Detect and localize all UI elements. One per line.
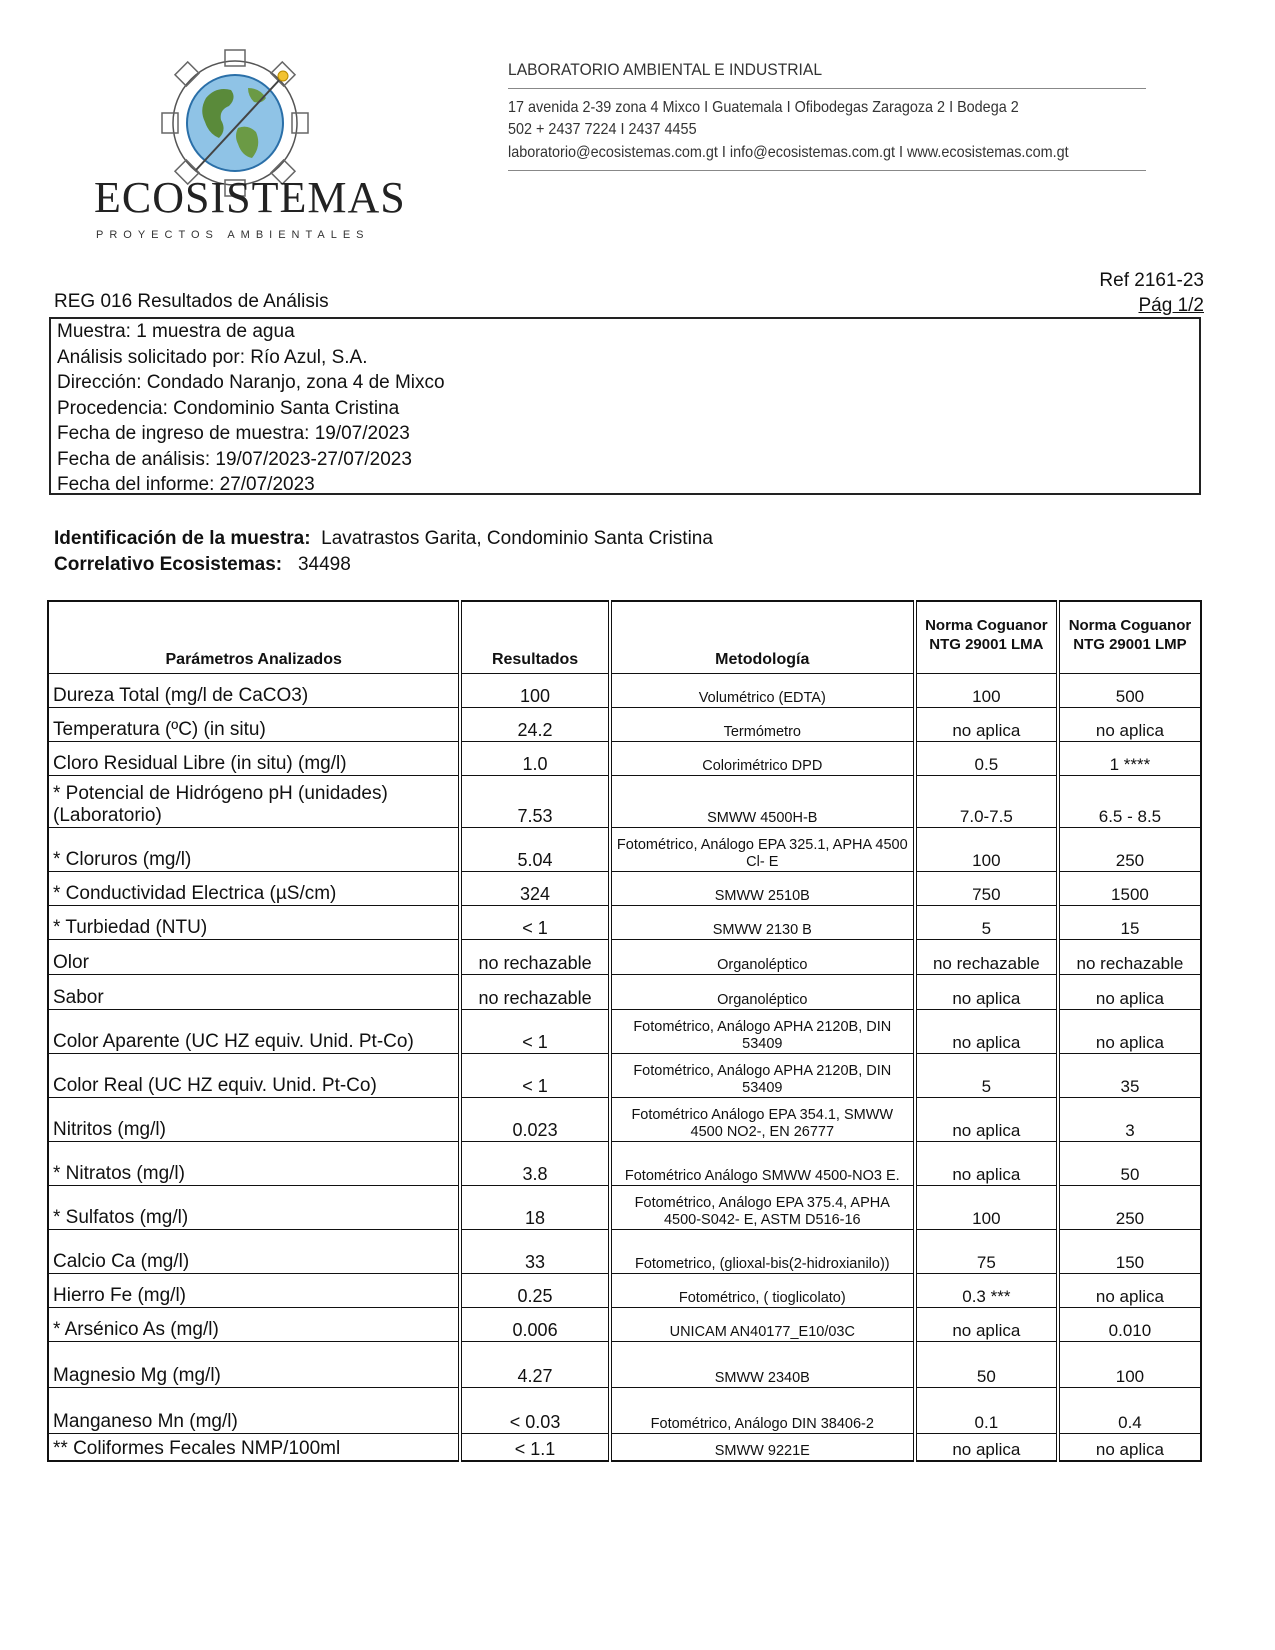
header-divider [508, 88, 1146, 89]
report-title: REG 016 Resultados de Análisis [54, 291, 329, 312]
lmp-cell: 500 [1058, 673, 1201, 707]
table-row [48, 1229, 1201, 1273]
result-cell: < 1.1 [460, 1433, 609, 1461]
lmp-cell: 6.5 - 8.5 [1058, 775, 1201, 827]
table-row [48, 1273, 1201, 1307]
table-header-row [48, 601, 1201, 673]
table-row [48, 1341, 1201, 1387]
table-row [48, 905, 1201, 939]
parameter-cell: * Cloruros (mg/l) [48, 827, 460, 871]
result-cell: 4.27 [460, 1341, 609, 1387]
parameter-cell: Color Real (UC HZ equiv. Unid. Pt-Co) [48, 1053, 460, 1097]
parameter-cell: Dureza Total (mg/l de CaCO3) [48, 673, 460, 707]
result-cell: 24.2 [460, 707, 609, 741]
methodology-cell: Colorimétrico DPD [610, 741, 915, 775]
result-cell: < 1 [460, 1053, 609, 1097]
table-row [48, 1307, 1201, 1341]
lmp-cell: no aplica [1058, 974, 1201, 1009]
table-row [48, 1433, 1201, 1461]
parameter-cell: * Turbiedad (NTU) [48, 905, 460, 939]
ident-label: Identificación de la muestra: [54, 528, 311, 549]
table-row [48, 741, 1201, 775]
methodology-cell: Fotométrico Análogo SMWW 4500-NO3 E. [610, 1141, 915, 1185]
table-row [48, 1009, 1201, 1053]
lma-cell: 100 [915, 827, 1058, 871]
logo-wordmark: ECOSISTEMAS [94, 173, 406, 222]
header-parameters: Parámetros Analizados [48, 601, 460, 673]
methodology-cell: Fotometrico, (glioxal-bis(2-hidroxianilo)) [610, 1229, 915, 1273]
lmp-cell: 1500 [1058, 871, 1201, 905]
lmp-cell: 250 [1058, 1185, 1201, 1229]
result-cell: 1.0 [460, 741, 609, 775]
info-address: Dirección: Condado Naranjo, zona 4 de Mixco [57, 372, 445, 393]
lab-emails: laboratorio@ecosistemas.com.gt I info@ecosistemas.com.gt I www.ecosistemas.com.gt [508, 144, 1069, 161]
results-body [48, 673, 1201, 1461]
result-cell: < 1 [460, 1009, 609, 1053]
info-analysis-date: Fecha de análisis: 19/07/2023-27/07/2023 [57, 448, 412, 470]
correlative-value: 34498 [297, 554, 351, 575]
table-row [48, 1097, 1201, 1141]
methodology-cell: Fotométrico, Análogo DIN 38406-2 [610, 1387, 915, 1433]
sample-info-box [49, 317, 1201, 495]
parameter-cell: Nitritos (mg/l) [48, 1097, 460, 1141]
lma-cell: 50 [915, 1341, 1058, 1387]
header-divider [508, 170, 1146, 171]
table-row [48, 1185, 1201, 1229]
lma-cell: no aplica [915, 1009, 1058, 1053]
table-row [48, 939, 1201, 974]
parameter-cell: * Arsénico As (mg/l) [48, 1307, 460, 1341]
lma-cell: 0.1 [915, 1387, 1058, 1433]
lma-cell: 0.5 [915, 741, 1058, 775]
result-cell: 100 [460, 673, 609, 707]
info-intake-date: Fecha de ingreso de muestra: 19/07/2023 [57, 423, 410, 444]
lma-cell: 750 [915, 871, 1058, 905]
lmp-cell: no rechazable [1058, 939, 1201, 974]
result-cell: 0.023 [460, 1097, 609, 1141]
lmp-cell: 15 [1058, 905, 1201, 939]
lmp-cell: 35 [1058, 1053, 1201, 1097]
lmp-cell: no aplica [1058, 1273, 1201, 1307]
header-lma: Norma Coguanor NTG 29001 LMA [915, 601, 1058, 673]
result-cell: no rechazable [460, 974, 609, 1009]
sample-identification [54, 526, 713, 578]
methodology-cell: Fotométrico, Análogo EPA 325.1, APHA 4500 Cl- E [610, 827, 915, 871]
methodology-cell: Organoléptico [610, 939, 915, 974]
methodology-cell: Termómetro [610, 707, 915, 741]
lmp-cell: no aplica [1058, 707, 1201, 741]
methodology-cell: Fotométrico, Análogo APHA 2120B, DIN 53409 [610, 1009, 915, 1053]
lma-cell: 5 [915, 1053, 1058, 1097]
methodology-cell: Fotométrico, Análogo EPA 375.4, APHA 4500-S042- E, ASTM D516-16 [610, 1185, 915, 1229]
parameter-cell: * Conductividad Electrica (µS/cm) [48, 871, 460, 905]
methodology-cell: Fotométrico Análogo EPA 354.1, SMWW 4500 NO2-, EN 26777 [610, 1097, 915, 1141]
result-cell: 5.04 [460, 827, 609, 871]
lma-cell: 100 [915, 673, 1058, 707]
parameter-cell: Calcio Ca (mg/l) [48, 1229, 460, 1273]
lma-cell: no aplica [915, 707, 1058, 741]
table-row [48, 974, 1201, 1009]
header-lmp: Norma Coguanor NTG 29001 LMP [1058, 601, 1201, 673]
methodology-cell: SMWW 2130 B [610, 905, 915, 939]
lmp-cell: 1 **** [1058, 741, 1201, 775]
parameter-cell: Olor [48, 939, 460, 974]
methodology-cell: SMWW 2510B [610, 871, 915, 905]
info-report-date: Fecha del informe: 27/07/2023 [57, 474, 315, 495]
methodology-cell: SMWW 2340B [610, 1341, 915, 1387]
header-results: Resultados [460, 601, 609, 673]
table-row [48, 673, 1201, 707]
header-methodology: Metodología [610, 601, 915, 673]
methodology-cell: Volumétrico (EDTA) [610, 673, 915, 707]
methodology-cell: Organoléptico [610, 974, 915, 1009]
parameter-cell: Manganeso Mn (mg/l) [48, 1387, 460, 1433]
parameter-cell: * Sulfatos (mg/l) [48, 1185, 460, 1229]
parameter-cell: Sabor [48, 974, 460, 1009]
page-number: Pág 1/2 [1138, 295, 1204, 316]
result-cell: < 0.03 [460, 1387, 609, 1433]
parameter-cell: ** Coliformes Fecales NMP/100ml [48, 1433, 460, 1461]
lmp-cell: 3 [1058, 1097, 1201, 1141]
methodology-cell: UNICAM AN40177_E10/03C [610, 1307, 915, 1341]
parameter-cell: Hierro Fe (mg/l) [48, 1273, 460, 1307]
table-row [48, 871, 1201, 905]
result-cell: 18 [460, 1185, 609, 1229]
lma-cell: 5 [915, 905, 1058, 939]
info-sample: Muestra: 1 muestra de agua [57, 321, 295, 342]
parameter-cell: Magnesio Mg (mg/l) [48, 1341, 460, 1387]
logo-subtitle: PROYECTOS AMBIENTALES [96, 229, 370, 241]
info-requested-by: Análisis solicitado por: Río Azul, S.A. [57, 346, 368, 368]
table-row [48, 707, 1201, 741]
report-reference: Ref 2161-23 [1099, 270, 1204, 291]
result-cell: 324 [460, 871, 609, 905]
methodology-cell: Fotométrico, ( tioglicolato) [610, 1273, 915, 1307]
lmp-cell: 100 [1058, 1341, 1201, 1387]
table-row [48, 1053, 1201, 1097]
table-row [48, 775, 1201, 827]
lmp-cell: 150 [1058, 1229, 1201, 1273]
result-cell: no rechazable [460, 939, 609, 974]
result-cell: 7.53 [460, 775, 609, 827]
table-row [48, 827, 1201, 871]
lma-cell: no aplica [915, 1433, 1058, 1461]
lma-cell: no aplica [915, 1307, 1058, 1341]
lmp-cell: no aplica [1058, 1433, 1201, 1461]
lmp-cell: 0.4 [1058, 1387, 1201, 1433]
result-cell: < 1 [460, 905, 609, 939]
lma-cell: no aplica [915, 974, 1058, 1009]
lmp-cell: 50 [1058, 1141, 1201, 1185]
result-cell: 0.006 [460, 1307, 609, 1341]
lab-address: 17 avenida 2-39 zona 4 Mixco I Guatemala I Ofibodegas Zaragoza 2 I Bodega 2 [508, 99, 1019, 116]
parameter-cell: Temperatura (ºC) (in situ) [48, 707, 460, 741]
lma-cell: 0.3 *** [915, 1273, 1058, 1307]
lma-cell: no aplica [915, 1097, 1058, 1141]
lma-cell: 75 [915, 1229, 1058, 1273]
parameter-cell: Color Aparente (UC HZ equiv. Unid. Pt-Co) [48, 1009, 460, 1053]
results-table [47, 600, 1202, 1462]
lmp-cell: 250 [1058, 827, 1201, 871]
lma-cell: 100 [915, 1185, 1058, 1229]
result-cell: 33 [460, 1229, 609, 1273]
parameter-cell: * Potencial de Hidrógeno pH (unidades) (Laboratorio) [48, 775, 460, 827]
table-row [48, 1387, 1201, 1433]
methodology-cell: SMWW 9221E [610, 1433, 915, 1461]
lab-phones: 502 + 2437 7224 I 2437 4455 [508, 121, 697, 138]
lma-cell: 7.0-7.5 [915, 775, 1058, 827]
lab-name: LABORATORIO AMBIENTAL E INDUSTRIAL [508, 60, 823, 79]
lma-cell: no aplica [915, 1141, 1058, 1185]
methodology-cell: Fotométrico, Análogo APHA 2120B, DIN 53409 [610, 1053, 915, 1097]
table-row [48, 1141, 1201, 1185]
result-cell: 3.8 [460, 1141, 609, 1185]
lmp-cell: 0.010 [1058, 1307, 1201, 1341]
info-origin: Procedencia: Condominio Santa Cristina [57, 397, 400, 419]
methodology-cell: SMWW 4500H-B [610, 775, 915, 827]
parameter-cell: * Nitratos (mg/l) [48, 1141, 460, 1185]
parameter-cell: Cloro Residual Libre (in situ) (mg/l) [48, 741, 460, 775]
correlative-label: Correlativo Ecosistemas: [54, 554, 283, 575]
ident-value: Lavatrastos Garita, Condominio Santa Cristina [321, 528, 713, 549]
lmp-cell: no aplica [1058, 1009, 1201, 1053]
result-cell: 0.25 [460, 1273, 609, 1307]
lma-cell: no rechazable [915, 939, 1058, 974]
